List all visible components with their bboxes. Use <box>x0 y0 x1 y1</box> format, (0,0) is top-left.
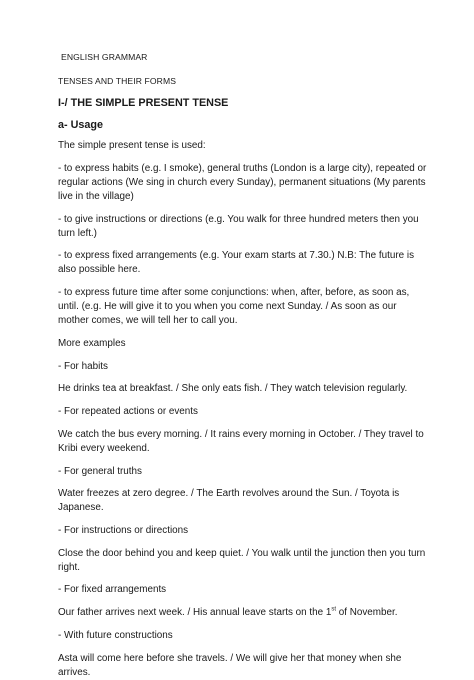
example-fixed-superscript: st <box>331 606 337 613</box>
paragraph-more-examples: More examples <box>58 338 126 349</box>
label-english-grammar: ENGLISH GRAMMAR <box>61 52 148 62</box>
paragraph-intro: The simple present tense is used: <box>58 140 206 151</box>
paragraph-usage-habits: - to express habits (e.g. I smoke), general truths (London is a large city), repeated or regular actions (We sing in church every Sunday), permanent situations (My parents live in the village) <box>58 162 427 202</box>
subheading-for-instructions: - For instructions or directions <box>58 525 189 536</box>
example-fixed-part-a: Our father arrives next week. / His annual leave starts on the 1 <box>58 607 332 619</box>
paragraph-usage-future: - to express future time after some conjunctions: when, after, before, as soon as, until. (e.g. He will give it to you when you come next Sunday. / As soon as our mother comes, we will tell her to call you. <box>58 287 410 327</box>
example-repeated: We catch the bus every morning. / It rains every morning in October. / They travel to Kribi every weekend. <box>58 428 424 454</box>
subheading-for-future: - With future constructions <box>58 629 173 641</box>
heading-usage: a- Usage <box>58 119 104 131</box>
subheading-for-truths: - For general truths <box>58 465 142 477</box>
example-truths: Water freezes at zero degree. / The Earth revolves around the Sun. / Toyota is Japanese. <box>58 488 400 514</box>
example-habits: He drinks tea at breakfast. / She only eats fish. / They watch television regularly. <box>58 383 408 395</box>
heading-simple-present-tense: I-/ THE SIMPLE PRESENT TENSE <box>58 97 229 109</box>
paragraph-usage-fixed: - to express fixed arrangements (e.g. Your exam starts at 7.30.) N.B: The future is also possible here. <box>58 250 415 276</box>
subheading-for-habits: - For habits <box>58 360 108 372</box>
subheading-for-repeated: - For repeated actions or events <box>58 406 198 418</box>
example-future: Asta will come here before she travels. / We will give her that money when she arrives. <box>58 652 402 678</box>
example-instructions: Close the door behind you and keep quiet. / You walk until the junction then you turn right. <box>58 547 426 573</box>
example-fixed <box>58 606 428 620</box>
example-fixed-part-b: of November. <box>336 607 398 619</box>
paragraph-usage-instructions: - to give instructions or directions (e.g. You walk for three hundred meters then you turn left.) <box>58 213 419 239</box>
subheading-for-fixed: - For fixed arrangements <box>58 584 167 596</box>
label-tenses-and-forms: TENSES AND THEIR FORMS <box>58 76 177 86</box>
